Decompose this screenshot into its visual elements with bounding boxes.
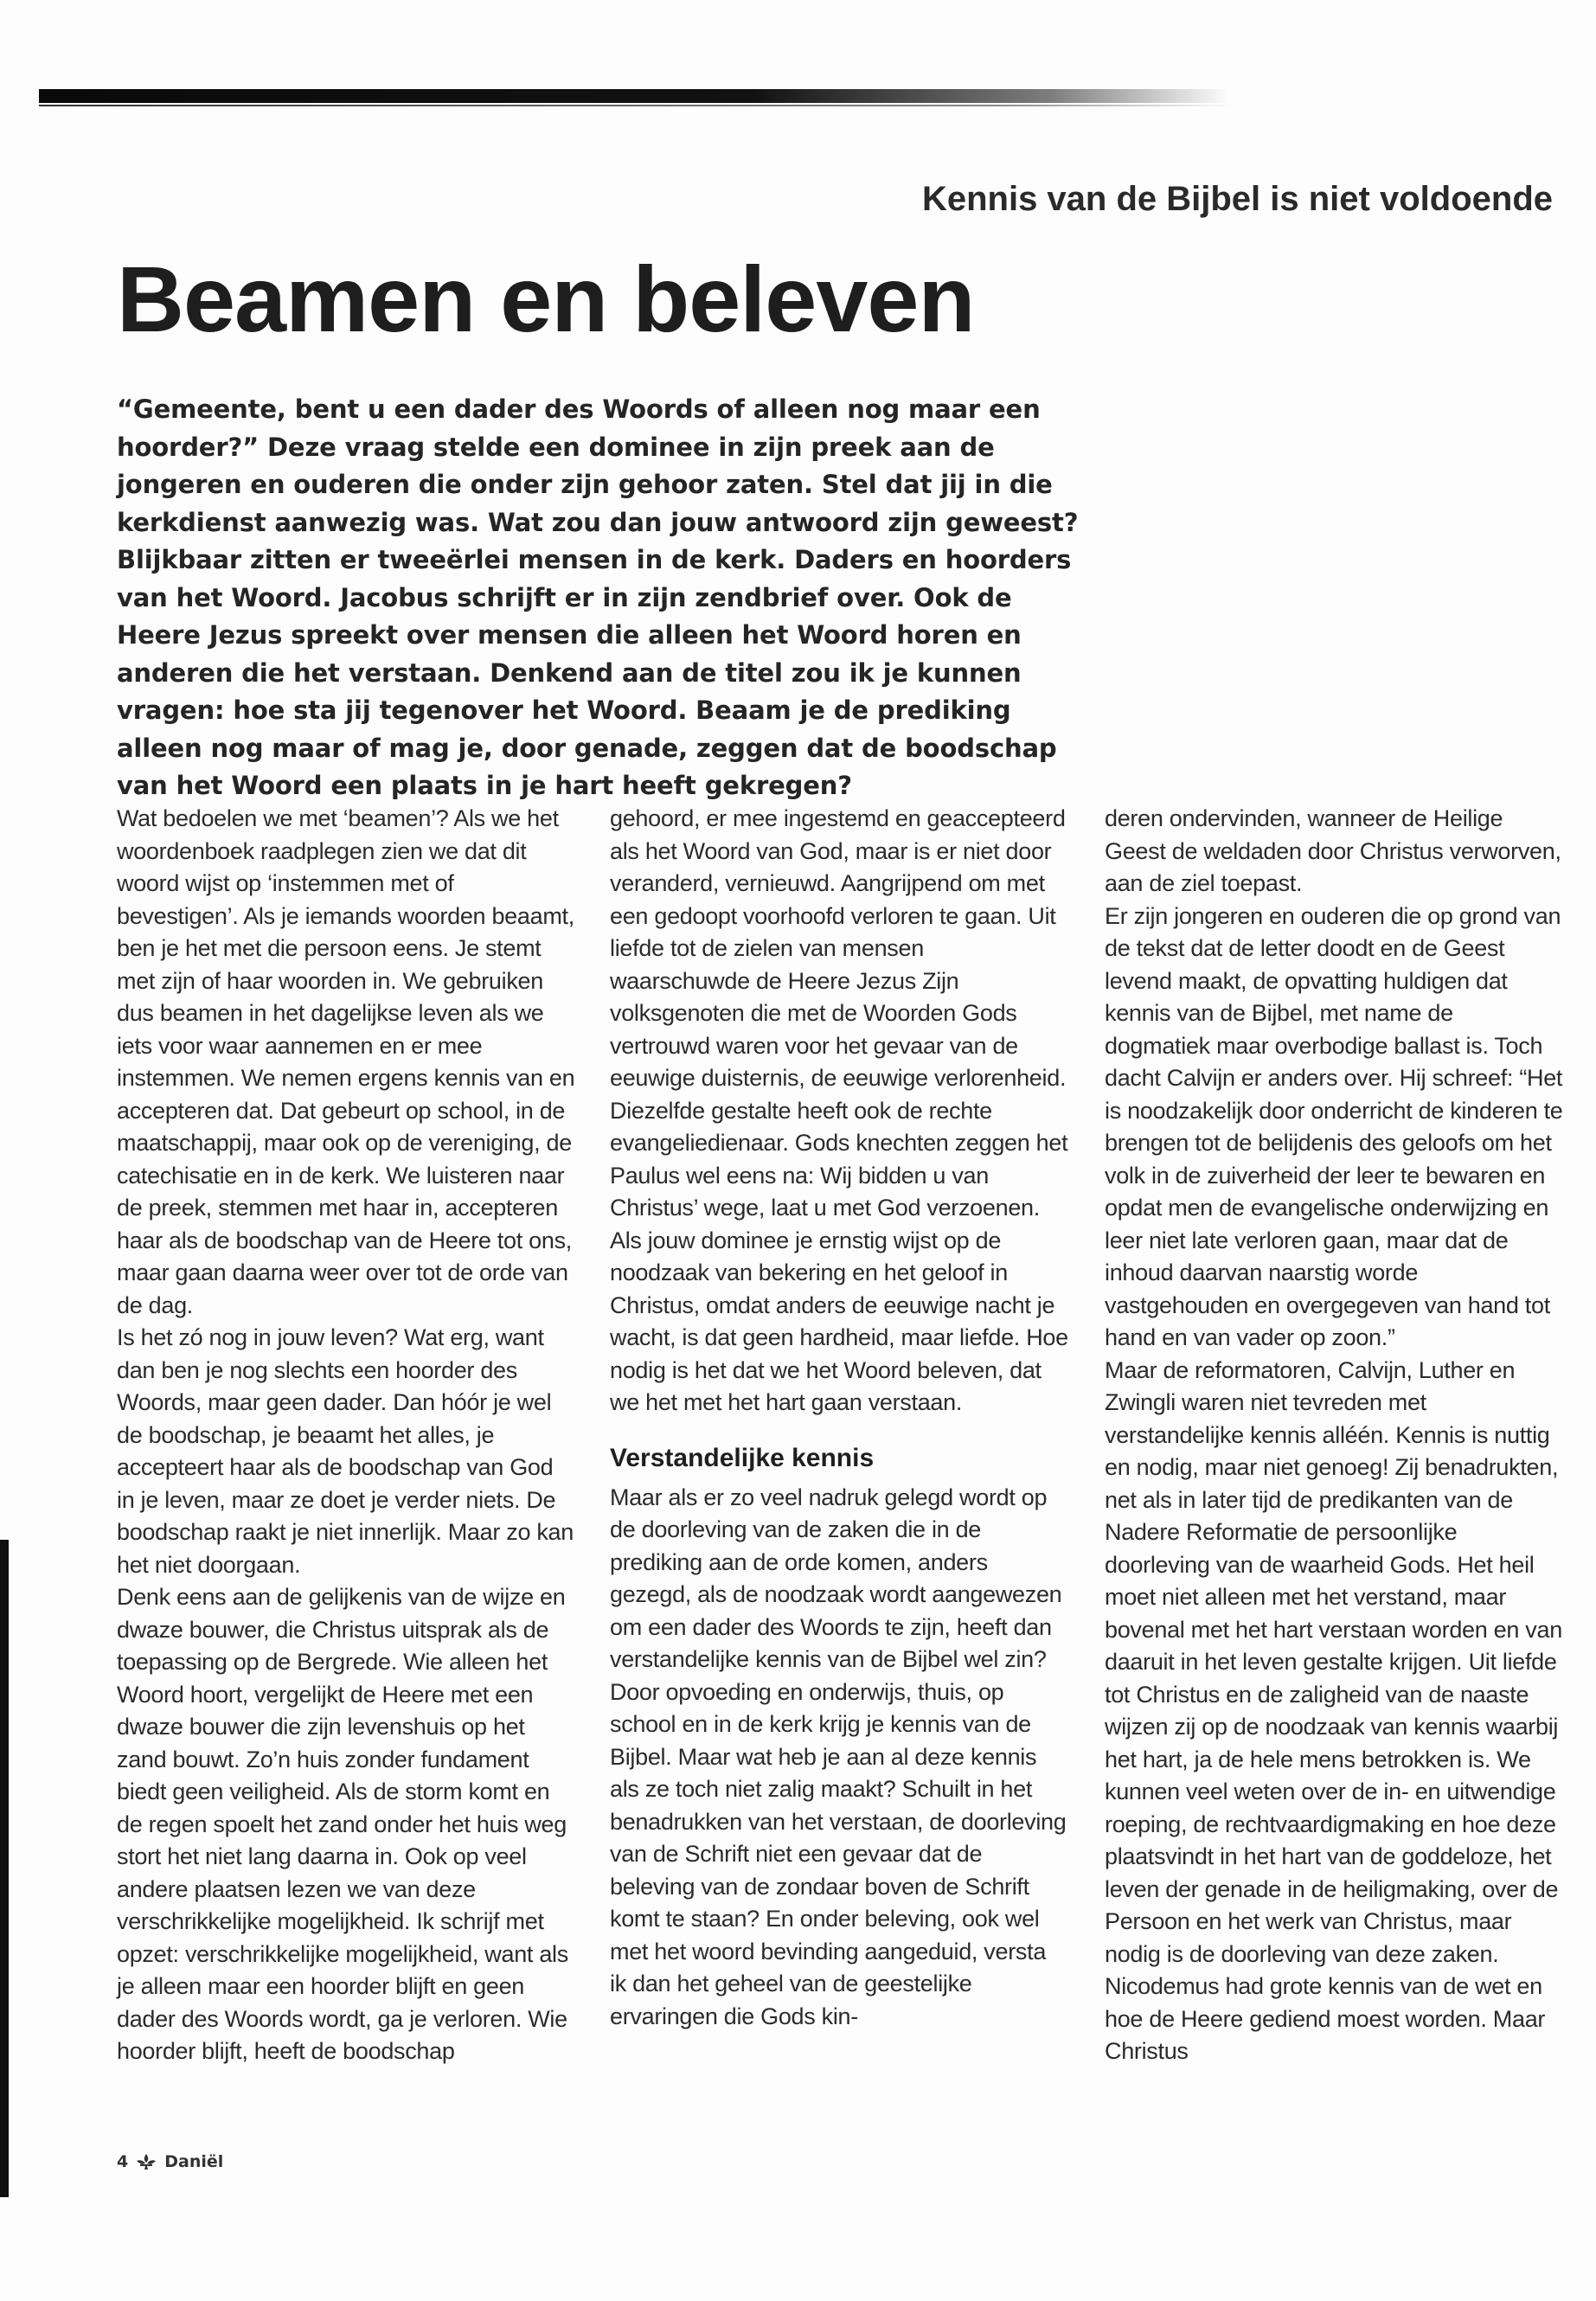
column-3 xyxy=(1105,803,1563,2068)
column-2 xyxy=(610,803,1068,2033)
scan-edge xyxy=(0,1540,9,2197)
intro-paragraph: “Gemeente, bent u een dader des Woords of alleen nog maar een hoorder?” Deze vraag stelde een dominee in zijn preek aan de jongeren en ouderen die onder zijn gehoor zaten. Stel dat jij in die kerkdienst aanwezig was. Wat zou dan jouw antwoord zijn geweest? Blijkbaar zitten er tweeërlei mensen in de kerk. Daders en hoorders van het Woord. Jacobus schrijft er in zijn zendbrief over. Ook de Heere Jezus spreekt over mensen die alleen het Woord horen en anderen die het verstaan. Denkend aan de titel zou ik je kunnen vragen: hoe sta jij tegenover het Woord. Beaam je de prediking alleen nog maar of mag je, door genade, zeggen dat de boodschap van het Woord een plaats in je hart heeft gekregen? xyxy=(117,394,1079,800)
top-rule-thin xyxy=(39,105,1233,106)
paragraph: gehoord, er mee ingestemd en geaccepteerd als het Woord van God, maar is er niet door veranderd, vernieuwd. Aangrijpend om met een gedoopt voorhoofd verloren te gaan. Uit liefde tot de zielen van mensen waarschuwde de Heere Jezus Zijn volksgenoten die met de Woorden Gods vertrouwd waren voor het gevaar van de eeuwige duisternis, de eeuwige verlorenheid. Diezelfde gestalte heeft ook de rechte evangeliedienaar. Gods knechten zeggen het Paulus wel eens na: Wij bidden u van Christus’ wege, laat u met God verzoenen. xyxy=(610,805,1068,1221)
paragraph: Er zijn jongeren en ouderen die op grond van de tekst dat de letter doodt en de Geest levend maakt, de opvatting huldigen dat kennis van de Bijbel, met name de dogmatiek maar overbodige ballast is. Toch dacht Calvijn er anders over. Hij schreef: “Het is noodzakelijk door onderricht de kinderen te brengen tot de belijdenis des geloofs om het volk in de zuiverheid der leer te bewaren en opdat men de evangelische onderwijzing en leer niet late verloren gaan, maar dat de inhoud daarvan naarstig worde vastgehouden en overgegeven van hand tot hand en van vader op zoon.” xyxy=(1105,902,1563,1350)
paragraph: Denk eens aan de gelijkenis van de wijze en dwaze bouwer, die Christus uitsprak als de toepassing op de Bergrede. Wie alleen het Woord hoort, vergelijkt de Heere met een dwaze bouwer die zijn levenshuis op het zand bouwt. Zo’n huis zonder fundament biedt geen veiligheid. Als de storm komt en de regen spoelt het zand onder het huis weg stort het niet lang daarna in. Ook op veel andere plaatsen lezen we van deze verschrikkelijke mogelijkheid. Ik schrijf met opzet: verschrikkelijke mogelijkheid, want als je alleen maar een hoorder blijft en geen dader des Woords wordt, ga je verloren. Wie hoorder blijft, heeft de boodschap xyxy=(117,1584,568,2064)
top-rule xyxy=(39,89,1228,103)
page-number: 4 xyxy=(117,2152,129,2171)
paragraph: Is het zó nog in jouw leven? Wat erg, want dan ben je nog slechts een hoorder des Woords, maar geen dader. Dan hóór je wel de boodschap, je beaamt het alles, je accepteert haar als de boodschap van God in je leven, maar ze doet je verder niets. De boodschap raakt je niet innerlijk. Maar zo kan het niet doorgaan. xyxy=(117,1324,574,1578)
section-heading: Verstandelijke kennis xyxy=(610,1443,875,1472)
article-title: Beamen en beleven xyxy=(117,247,975,351)
paragraph: Door opvoeding en onderwijs, thuis, op school en in de kerk krijg je kennis van de Bijbel. Maar wat heb je aan al deze kennis als ze toch niet zalig maakt? Schuilt in het benadrukken van het verstaan, de doorleving van de Schrift niet een gevaar dat de beleving van de zondaar boven de Schrift komt te staan? En onder beleving, ook wel met het woord bevinding aangeduid, versta ik dan het geheel van de geestelijke ervaringen die Gods kin- xyxy=(610,1678,1067,2029)
page-footer xyxy=(117,2152,223,2171)
column-1 xyxy=(117,803,575,2068)
kicker: Kennis van de Bijbel is niet voldoende xyxy=(921,180,1553,218)
paragraph: Maar de reformatoren, Calvijn, Luther en Zwingli waren niet tevreden met verstandelijke kennis alléén. Kennis is nuttig en nodig, maar niet genoeg! Zij benadrukten, net als in later tijd de predikanten van de Nadere Reformatie de persoonlijke doorleving van de waarheid Gods. Het heil moet niet alleen met het verstand, maar bovenal met het hart verstaan worden en van daaruit in het leven gestalte krijgen. Uit liefde tot Christus en de zaligheid van de naaste wijzen zij op de noodzaak van kennis waarbij het hart, ja de hele mens betrokken is. We kunnen veel weten over de in- en uitwendige roeping, de rechtvaardigmaking en hoe deze plaatsvindt in het hart van de goddeloze, het leven der genade in de heiligmaking, over de Persoon en het werk van Christus, maar nodig is de doorleving van deze zaken. Nicodemus had grote kennis van de wet en hoe de Heere gediend moest worden. Maar Christus xyxy=(1105,1356,1562,2064)
paragraph: Wat bedoelen we met ‘beamen’? Als we het woordenboek raadplegen zien we dat dit woord wijst op ‘instemmen met of bevestigen’. Als je iemands woorden beaamt, ben je het met die persoon eens. Je stemt met zijn of haar woorden in. We gebruiken dus beamen in het dagelijkse leven als we iets voor waar aannemen en er mee instemmen. We nemen ergens kennis van en accepteren dat. Dat gebeurt op school, in de maatschappij, maar ook op de vereniging, de catechisatie en in de kerk. We luisteren naar de preek, stemmen met haar in, accepteren haar als de boodschap van de Heere tot ons, maar gaan daarna weer over tot de orde van de dag. xyxy=(117,805,575,1318)
magazine-name: Daniël xyxy=(164,2152,224,2171)
paragraph: deren ondervinden, wanneer de Heilige Geest de weldaden door Christus verworven, aan de ziel toepast. xyxy=(1105,805,1561,896)
fleur-de-lis-icon xyxy=(135,2153,157,2170)
paragraph: Maar als er zo veel nadruk gelegd wordt op de doorleving van de zaken die in de prediking aan de orde komen, anders gezegd, als de noodzaak wordt aangewezen om een dader des Woords te zijn, heeft dan verstandelijke kennis van de Bijbel wel zin? xyxy=(610,1484,1062,1672)
paragraph: Als jouw dominee je ernstig wijst op de noodzaak van bekering en het geloof in Christus, omdat anders de eeuwige nacht je wacht, is dat geen hardheid, maar liefde. Hoe nodig is het dat we het Woord beleven, dat we het met het hart gaan verstaan. xyxy=(610,1227,1068,1415)
